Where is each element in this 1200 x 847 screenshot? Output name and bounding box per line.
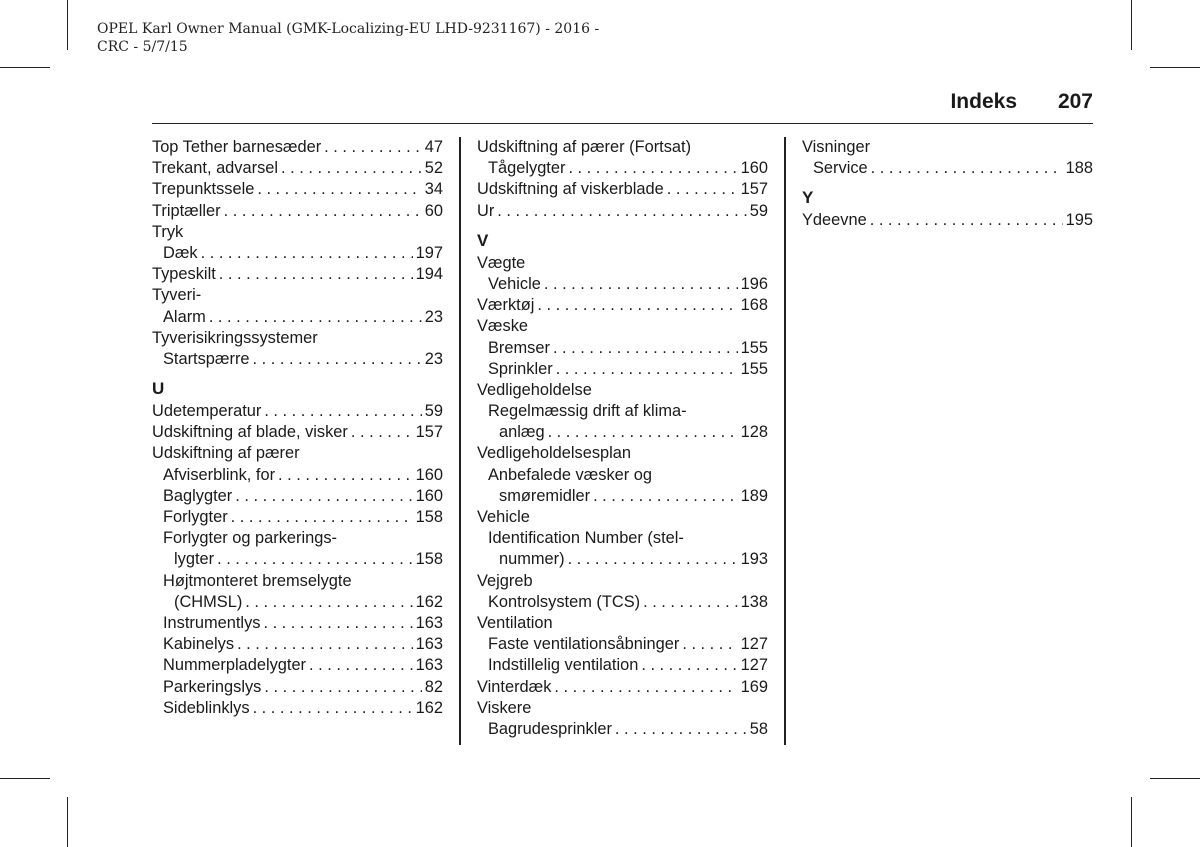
index-entry-text: Viskere	[477, 698, 532, 717]
page-header	[152, 89, 1093, 124]
index-entry-page: 59	[749, 201, 768, 220]
index-entry-text: Vinterdæk	[477, 677, 552, 696]
index-column-1	[152, 137, 443, 719]
index-entry-text: Vedligeholdelse	[477, 380, 592, 399]
index-entry-text: Bremser	[488, 338, 550, 357]
index-entry-text: Indstillelig ventilation	[488, 656, 639, 675]
crop-mark	[1131, 797, 1132, 847]
index-entry-text: smøremidler	[499, 486, 591, 505]
dot-leader	[556, 359, 738, 380]
dot-leader	[264, 401, 421, 422]
index-entry-page: 163	[415, 656, 443, 675]
dot-leader	[537, 295, 737, 316]
index-entry	[477, 295, 768, 316]
index-entry	[477, 201, 768, 222]
dot-leader	[217, 549, 413, 570]
crop-mark	[1131, 0, 1132, 50]
index-entry-text: Alarm	[163, 307, 206, 326]
index-entry-text: Vedligeholdelsesplan	[477, 444, 632, 463]
index-section-letter: Y	[802, 188, 814, 208]
index-entry-page: 162	[415, 592, 443, 611]
crop-mark	[0, 778, 50, 779]
index-entry-page: 196	[740, 274, 768, 293]
index-entry	[152, 285, 443, 306]
index-entry	[802, 158, 1093, 179]
index-entry-page: 127	[740, 656, 768, 675]
index-entry-text: Vejgreb	[477, 571, 533, 590]
index-entry-text: Dæk	[163, 243, 198, 262]
index-entry	[477, 613, 768, 634]
index-entry	[477, 274, 768, 295]
dot-leader	[235, 486, 412, 507]
index-entry-text: Tyveri-	[152, 286, 202, 305]
index-entry-text: Vægte	[477, 253, 526, 272]
dot-leader	[224, 201, 422, 222]
index-entry-text: Trepunktssele	[152, 180, 255, 199]
index-entry	[152, 307, 443, 328]
index-entry-page: 34	[424, 180, 443, 199]
page-number: 207	[1057, 90, 1093, 113]
index-entry	[477, 316, 768, 337]
index-entry	[152, 443, 443, 464]
index-entry-text: Forlygter	[163, 508, 228, 526]
dot-leader	[593, 486, 738, 507]
index-entry-text: Kabinelys	[163, 635, 235, 654]
dot-leader	[237, 634, 413, 655]
index-entry	[802, 137, 1093, 158]
index-entry	[477, 571, 768, 592]
index-entry-page: 157	[415, 423, 443, 442]
dot-leader	[257, 179, 421, 200]
dot-leader	[870, 210, 1063, 231]
index-entry-text: Parkeringslys	[163, 677, 262, 696]
index-entry	[477, 655, 768, 676]
index-entry	[477, 401, 768, 422]
index-entry-page: 157	[740, 180, 768, 199]
column-divider	[459, 137, 461, 745]
dot-leader	[497, 201, 746, 222]
index-entry-page: 169	[740, 677, 768, 696]
index-entry-text: Sideblinklys	[163, 698, 250, 717]
index-entry	[152, 486, 443, 507]
index-entry-page: 197	[415, 243, 443, 262]
index-section-letter: V	[477, 230, 489, 250]
index-entry-text: Service	[813, 159, 868, 178]
index-entry	[477, 443, 768, 464]
index-entry-page: 194	[415, 265, 443, 284]
index-entry-text: Anbefalede væsker og	[488, 465, 653, 484]
dot-leader	[209, 307, 422, 328]
index-entry-page: 195	[1065, 211, 1093, 230]
index-entry	[152, 698, 443, 719]
index-entry	[802, 210, 1093, 231]
index-entry-text: Visninger	[802, 138, 871, 156]
dot-leader	[278, 465, 413, 486]
index-entry	[152, 401, 443, 422]
dot-leader	[253, 349, 422, 370]
index-entry-text: Tryk	[152, 222, 184, 241]
index-entry-page: 138	[740, 592, 768, 611]
metadata-line-2: CRC - 5/7/15	[97, 39, 188, 55]
index-entry-text: Bagrudesprinkler	[488, 719, 612, 738]
index-entry	[152, 243, 443, 264]
index-entry-text: Tågelygter	[488, 159, 566, 178]
index-entry	[477, 507, 768, 528]
dot-leader	[641, 655, 737, 676]
index-entry	[152, 158, 443, 179]
dot-leader	[219, 264, 413, 285]
index-entry-text: Vehicle	[488, 274, 541, 293]
index-entry-page: 160	[415, 486, 443, 505]
dot-leader	[201, 243, 413, 264]
index-entry-page: 23	[424, 349, 443, 368]
index-entry-text: Typeskilt	[152, 265, 216, 284]
index-entry	[152, 677, 443, 698]
index-entry-page: 52	[424, 159, 443, 178]
index-entry	[152, 422, 443, 443]
dot-leader	[568, 158, 737, 179]
index-entry-text: Værktøj	[477, 296, 535, 315]
index-entry-page: 155	[740, 359, 768, 378]
index-entry-page: 127	[740, 635, 768, 654]
index-entry	[152, 507, 443, 528]
index-entry	[152, 634, 443, 655]
metadata-line-1: OPEL Karl Owner Manual (GMK-Localizing-EU LHD-9231167) - 2016 -	[97, 21, 600, 37]
index-entry-page: 82	[424, 677, 443, 696]
dot-leader	[309, 655, 413, 676]
index-entry-text: Faste ventilationsåbninger	[488, 635, 680, 654]
index-entry-text: Vehicle	[477, 508, 530, 526]
index-entry	[152, 222, 443, 243]
dot-leader	[324, 137, 422, 158]
index-entry-text: Trekant, advarsel	[152, 159, 279, 178]
index-entry-text: Instrumentlys	[163, 613, 261, 632]
index-entry	[152, 137, 443, 158]
index-entry-page: 158	[415, 550, 443, 569]
dot-leader	[253, 698, 413, 719]
dot-leader	[245, 592, 412, 613]
index-entry-text: Udskiftning af blade, visker	[152, 423, 348, 442]
index-entry-text: Triptæller	[152, 201, 221, 220]
index-entry	[152, 264, 443, 285]
dot-leader	[544, 274, 738, 295]
index-entry-page: 168	[740, 296, 768, 315]
index-entry-page: 160	[415, 465, 443, 484]
index-entry-page: 155	[740, 338, 768, 357]
index-entry	[477, 158, 768, 179]
dot-leader	[568, 549, 738, 570]
index-entry-text: Baglygter	[163, 486, 233, 505]
crop-mark	[67, 0, 68, 50]
crop-mark	[67, 797, 68, 847]
index-entry-page: 158	[415, 508, 443, 526]
dot-leader	[553, 338, 738, 359]
index-entry	[477, 549, 768, 570]
index-entry-text: Regelmæssig drift af klima-	[488, 402, 687, 421]
index-entry-page: 60	[424, 201, 443, 220]
index-column-2	[477, 137, 768, 740]
crop-mark	[1150, 67, 1200, 68]
index-entry-text: Top Tether barnesæder	[152, 138, 322, 156]
dot-leader	[263, 613, 412, 634]
dot-leader	[643, 592, 738, 613]
crop-mark	[1150, 778, 1200, 779]
index-entry-page: 23	[424, 307, 443, 326]
index-entry-page: 163	[415, 613, 443, 632]
index-entry	[152, 179, 443, 200]
index-entry-text: lygter	[174, 550, 215, 569]
index-entry	[477, 179, 768, 200]
index-entry-page: 160	[740, 159, 768, 178]
index-entry-page: 188	[1065, 159, 1093, 178]
index-entry	[477, 486, 768, 507]
crop-mark	[0, 67, 50, 68]
index-section-letter: U	[152, 379, 165, 399]
index-entry-page: 58	[749, 719, 768, 738]
index-entry	[477, 465, 768, 486]
index-entry-text: nummer)	[499, 550, 565, 569]
index-entry	[477, 422, 768, 443]
index-entry-page: 162	[415, 698, 443, 717]
dot-leader	[351, 422, 413, 443]
index-entry-text: Nummerpladelygter	[163, 656, 307, 675]
dot-leader	[667, 179, 738, 200]
index-entry-page: 193	[740, 550, 768, 569]
index-entry-page: 47	[424, 138, 443, 156]
index-entry	[477, 634, 768, 655]
index-entry	[477, 380, 768, 401]
index-entry-text: Udskiftning af pærer (Fortsat)	[477, 138, 692, 156]
dot-leader	[615, 719, 747, 740]
index-entry-text: Ventilation	[477, 613, 553, 632]
index-entry-text: Udskiftning af viskerblade	[477, 180, 664, 199]
index-entry	[477, 253, 768, 274]
index-entry-page: 163	[415, 635, 443, 654]
index-entry	[477, 338, 768, 359]
index-entry	[477, 592, 768, 613]
index-entry	[152, 613, 443, 634]
index-entry-text: Udetemperatur	[152, 402, 262, 421]
index-entry-text: Forlygter og parkerings-	[163, 529, 337, 548]
print-metadata	[97, 20, 599, 56]
page-title: Indeks	[950, 90, 1017, 113]
index-entry	[152, 592, 443, 613]
index-entry	[477, 698, 768, 719]
index-entry-text: Sprinkler	[488, 359, 553, 378]
column-divider	[784, 137, 786, 745]
index-entry-text: Kontrolsystem (TCS)	[488, 592, 641, 611]
index-entry-text: Ydeevne	[802, 211, 867, 230]
index-entry	[152, 655, 443, 676]
index-entry	[152, 571, 443, 592]
dot-leader	[264, 677, 421, 698]
index-entry-text: Identification Number (stel-	[488, 529, 684, 548]
index-entry-page: 59	[424, 402, 443, 421]
index-entry-page: 189	[740, 486, 768, 505]
index-entry	[477, 677, 768, 698]
dot-leader	[548, 422, 738, 443]
index-entry	[477, 359, 768, 380]
dot-leader	[281, 158, 422, 179]
index-entry-text: Højtmonteret bremselygte	[163, 571, 352, 590]
index-entry-text: anlæg	[499, 423, 545, 442]
index-entry-text: Væske	[477, 317, 529, 336]
index-entry	[152, 528, 443, 549]
index-entry-text: Ur	[477, 201, 495, 220]
index-entry	[152, 349, 443, 370]
index-entry-text: Startspærre	[163, 349, 250, 368]
index-entry-text: Afviserblink, for	[163, 465, 276, 484]
index-entry	[152, 465, 443, 486]
index-entry	[477, 137, 768, 158]
index-entry	[152, 549, 443, 570]
index-entry	[152, 328, 443, 349]
index-entry-text: (CHMSL)	[174, 592, 243, 611]
dot-leader	[554, 677, 737, 698]
index-entry-text: Tyverisikringssystemer	[152, 328, 318, 347]
dot-leader	[231, 507, 413, 528]
index-entry-text: Udskiftning af pærer	[152, 444, 300, 463]
index-column-3	[802, 137, 1093, 232]
dot-leader	[871, 158, 1063, 179]
index-entry	[477, 528, 768, 549]
dot-leader	[682, 634, 737, 655]
index-entry-page: 128	[740, 423, 768, 442]
index-entry	[152, 201, 443, 222]
index-entry	[477, 719, 768, 740]
